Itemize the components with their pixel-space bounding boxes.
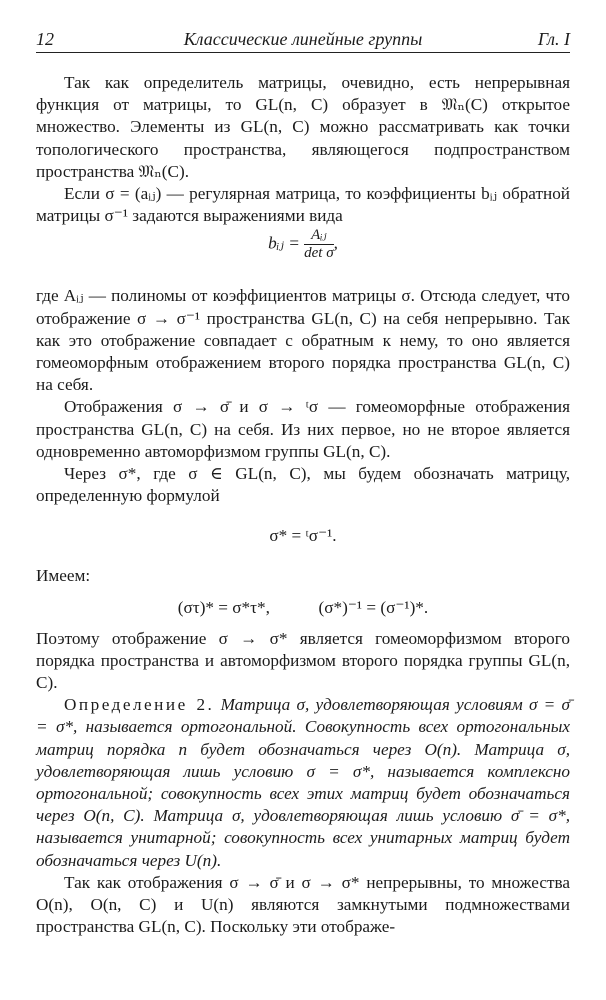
paragraph-7: Поэтому отображение σ → σ* является гомеоморфизмом второго порядка пространства и автоморфизмом второго порядка группы GL(n, C). — [36, 628, 570, 693]
formula-inverse-tail: , — [333, 233, 338, 253]
running-header — [36, 28, 570, 53]
paragraph-3: где Aᵢⱼ — полиномы от коэффициентов матрицы σ. Отсюда следует, что отображение σ → σ⁻¹ пространства GL(n, C) на себя непрерывно. Так как это отображение совпадает с обратным к нему, то оно является гомеоморфным отображением второго порядка пространства GL(n, C) на себя. — [36, 286, 570, 395]
formula-denominator: det σ — [304, 245, 334, 262]
running-title: Классические линейные группы — [183, 29, 423, 49]
definition-text: Матрица σ, удовлетворяющая условиям σ = σ̄ = σ*, называется ортогональной. Совокупность всех ортогональных матриц порядка n будет обозначаться через O(n). Матрица σ, удовлетворяющая лишь условию σ = σ*, называется комплексно ортогональной; совокупность всех этих матриц будет обозначаться через O(n, C). Матрица σ, удовлетворяющая лишь условию σ̄ = σ*, называется унитарной; совокупность всех унитарных матриц будет обозначаться через U(n). — [36, 695, 570, 870]
formula-star-product: (στ)* = σ*τ*, — [177, 597, 270, 617]
paragraph-2: Если σ = (aᵢⱼ) — регулярная матрица, то коэффициенты bᵢⱼ обратной матрицы σ⁻¹ задаются выражениями вида — [36, 184, 570, 226]
paragraph-4: Отображения σ → σ̄ и σ → ᵗσ — гомеоморфные отображения пространства GL(n, C) на себя. Из них первое, но не второе является одновременно автоморфизмом группы GL(n, C). — [36, 397, 570, 461]
definition-label: Определение 2. — [64, 695, 215, 715]
formula-star-properties — [36, 588, 570, 628]
paragraph-1: Так как определитель матрицы, очевидно, есть непрерывная функция от матрицы, то GL(n, C) образует в 𝔐ₙ(C) открытое множество. Элементы из GL(n, C) можно рассматривать как точки топологического пространства, являющегося подпространством пространства 𝔐ₙ(C). — [36, 73, 570, 181]
body-text — [36, 72, 570, 939]
paragraph-5: Через σ*, где σ ∈ GL(n, C), мы будем обозначать матрицу, определенную формулой — [36, 464, 570, 506]
formula-numerator: Aᵢⱼ — [304, 227, 333, 245]
formula-fraction — [304, 227, 333, 262]
formula-inverse-lhs: bᵢⱼ = — [268, 233, 300, 253]
chapter-label: Гл. I — [537, 29, 570, 49]
definition-2 — [36, 694, 570, 872]
page-number: 12 — [36, 29, 54, 49]
paragraph-9: Так как отображения σ → σ̄ и σ → σ* непрерывны, то множества O(n), O(n, C) и U(n) являются замкнутыми подмножествами пространства GL(n, C). Поскольку эти отображе- — [36, 872, 570, 937]
formula-star-inverse: (σ*)⁻¹ = (σ⁻¹)*. — [318, 597, 429, 617]
formula-inverse-coefficients — [36, 227, 570, 285]
paragraph-6: Имеем: — [36, 566, 91, 586]
formula-star-definition: σ* = ᵗσ⁻¹. — [269, 526, 337, 546]
